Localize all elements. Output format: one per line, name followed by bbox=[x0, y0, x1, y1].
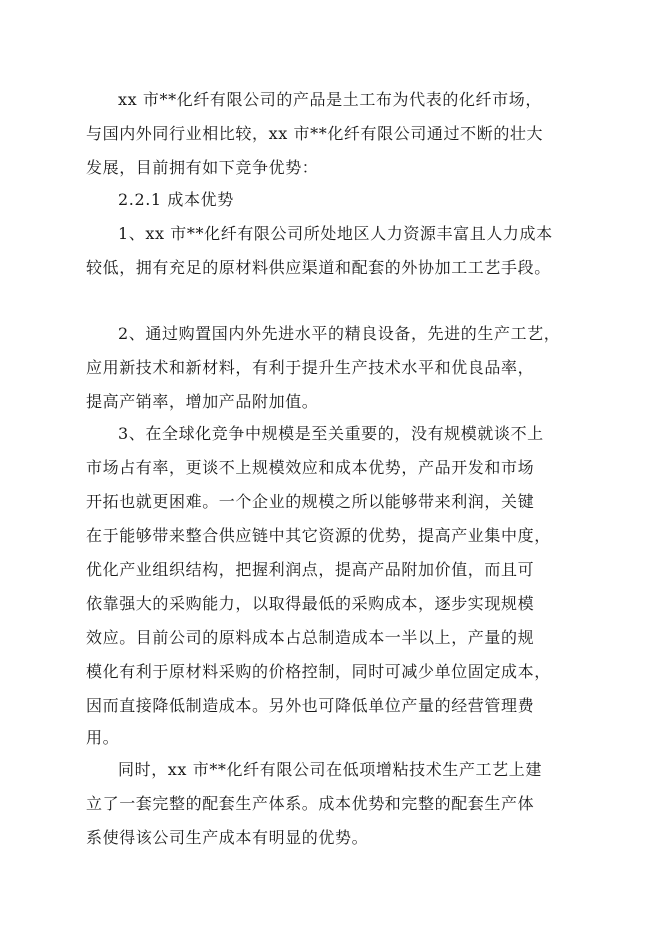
paragraph-3-line-3: 提高产销率，增加产品附加值。 bbox=[86, 392, 319, 411]
paragraph-2-line-2: 较低，拥有充足的原材料供应渠道和配套的外协加工工艺手段。 bbox=[86, 258, 551, 277]
section-heading: 2.2.1 成本优势 bbox=[118, 190, 234, 209]
paragraph-4-line-3: 开拓也就更困难。一个企业的规模之所以能够带来利润，关键 bbox=[86, 492, 535, 511]
paragraph-4-line-4: 在于能够带来整合供应链中其它资源的优势，提高产业集中度， bbox=[86, 526, 551, 545]
paragraph-2-line-1: 1、xx 市**化纤有限公司所处地区人力资源丰富且人力成本 bbox=[118, 224, 553, 243]
paragraph-4-line-5: 优化产业组织结构，把握利润点，提高产品附加价值，而且可 bbox=[86, 560, 535, 579]
paragraph-1-line-1: xx 市**化纤有限公司的产品是土工布为代表的化纤市场， bbox=[118, 90, 542, 109]
paragraph-3-line-2: 应用新技术和新材料，有利于提升生产技术水平和优良品率， bbox=[86, 358, 535, 377]
paragraph-4-line-1: 3、在全球化竞争中规模是至关重要的，没有规模就谈不上 bbox=[118, 424, 544, 443]
paragraph-3-line-1: 2、通过购置国内外先进水平的精良设备，先进的生产工艺， bbox=[118, 324, 561, 343]
paragraph-4-line-7: 效应。目前公司的原料成本占总制造成本一半以上，产量的规 bbox=[86, 628, 535, 647]
paragraph-5-line-2: 立了一套完整的配套生产体系。成本优势和完整的配套生产体 bbox=[86, 794, 535, 813]
paragraph-4-line-9: 因而直接降低制造成本。另外也可降低单位产量的经营管理费 bbox=[86, 696, 535, 715]
paragraph-4-line-8: 模化有利于原材料采购的价格控制，同时可减少单位固定成本， bbox=[86, 662, 551, 681]
paragraph-1-line-3: 发展，目前拥有如下竞争优势： bbox=[86, 158, 319, 177]
paragraph-5-line-3: 系使得该公司生产成本有明显的优势。 bbox=[86, 828, 369, 847]
paragraph-4-line-2: 市场占有率，更谈不上规模效应和成本优势，产品开发和市场 bbox=[86, 458, 535, 477]
paragraph-5-line-1: 同时，xx 市**化纤有限公司在低项增粘技术生产工艺上建 bbox=[118, 760, 542, 779]
paragraph-4-line-10: 用。 bbox=[86, 728, 120, 747]
paragraph-1-line-2: 与国内外同行业相比较，xx 市**化纤有限公司通过不断的壮大 bbox=[86, 124, 544, 143]
paragraph-4-line-6: 依靠强大的采购能力，以取得最低的采购成本，逐步实现规模 bbox=[86, 594, 535, 613]
